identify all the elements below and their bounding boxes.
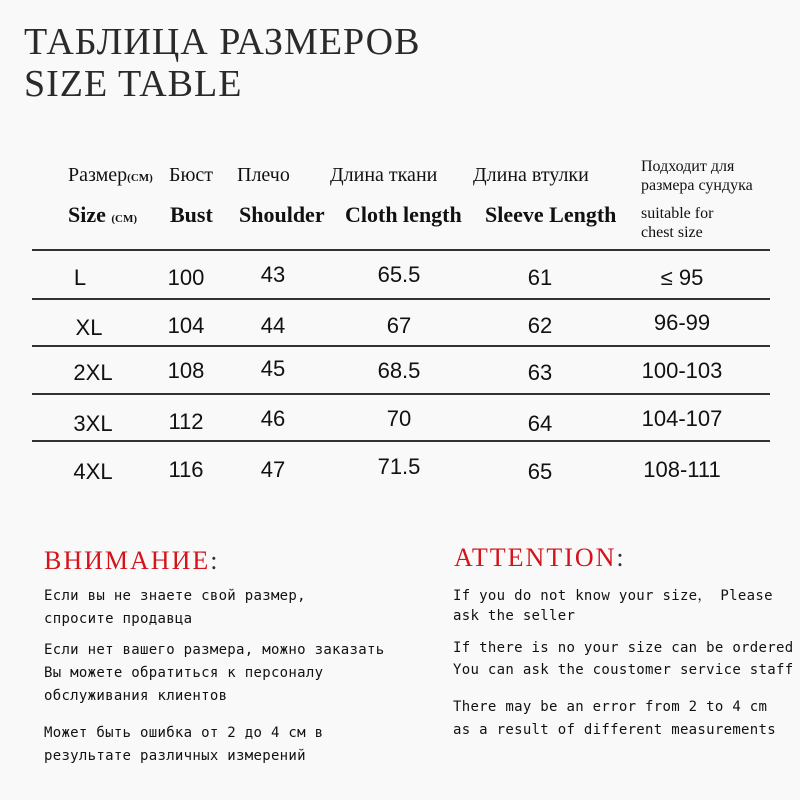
header-en-sleeve-length: Sleeve Length [485, 202, 617, 227]
cell-chest: ≤ 95 [660, 265, 704, 290]
attention-ru-title-text: ВНИМАНИЕ [44, 546, 211, 575]
table-rule [32, 345, 770, 347]
cell-cloth-length: 71.5 [377, 454, 421, 479]
header-ru-size-text: Размер [68, 164, 128, 186]
cell-chest: 100-103 [641, 358, 723, 383]
cell-chest: 108-111 [643, 457, 721, 482]
cell-size: 4XL [73, 459, 113, 484]
cell-bust: 112 [168, 409, 204, 434]
table-rule [32, 249, 770, 251]
attention-ru-colon: : [210, 546, 220, 575]
attention-ru-line: обслуживания клиентов [44, 688, 228, 704]
header-en-shoulder: Shoulder [239, 202, 325, 227]
cell-sleeve-length: 64 [527, 411, 553, 436]
cell-cloth-length: 70 [386, 406, 412, 431]
header-ru-bust: Бюст [169, 164, 214, 186]
attention-en-line: If you do not know your size， Please [453, 588, 773, 604]
attention-ru-line: результате различных измерений [44, 748, 306, 764]
attention-en-line: ask the seller [453, 608, 576, 624]
attention-ru-line: Если вы не знаете свой размер, [44, 588, 306, 604]
table-rule [32, 298, 770, 300]
attention-en-colon: : [616, 543, 626, 572]
attention-ru-line: Вы можете обратиться к персоналу [44, 665, 324, 681]
cell-sleeve-length: 61 [527, 265, 553, 290]
attention-ru-line: спросите продавца [44, 611, 193, 627]
header-ru-cloth-length: Длина ткани [330, 164, 438, 186]
table-rule [32, 440, 770, 442]
cell-bust: 100 [167, 265, 205, 290]
page-title-ru: ТАБЛИЦА РАЗМЕРОВ [24, 21, 421, 63]
header-ru-suitable-line1: Подходит для [641, 158, 735, 175]
cell-cloth-length: 67 [386, 313, 412, 338]
header-en-suitable-line2: chest size [641, 224, 703, 241]
header-en-size-text: Size [68, 202, 106, 227]
attention-ru-line: Если нет вашего размера, можно заказать [44, 642, 385, 658]
cell-chest: 96-99 [653, 310, 711, 335]
attention-en-line: as a result of different measurements [453, 722, 776, 738]
cell-cloth-length: 68.5 [377, 358, 421, 383]
header-ru-suitable [641, 157, 753, 195]
cell-cloth-length: 65.5 [377, 262, 421, 287]
cell-size: 2XL [73, 360, 113, 385]
attention-en-line: If there is no your size can be ordered [453, 640, 794, 656]
cell-sleeve-length: 62 [527, 313, 553, 338]
attention-en-title-text: ATTENTION [454, 543, 617, 572]
attention-en-line: You can ask the coustomer service staff [453, 662, 794, 678]
cell-size: 3XL [73, 411, 113, 436]
header-ru-size [68, 164, 153, 187]
cell-bust: 108 [167, 358, 205, 383]
cell-bust: 116 [168, 457, 204, 482]
cell-size: L [73, 265, 87, 290]
header-ru-sleeve-length: Длина втулки [473, 164, 589, 186]
header-ru-shoulder: Плечо [237, 164, 290, 186]
header-en-size-unit: (CM) [111, 213, 138, 225]
attention-en-title [454, 543, 626, 573]
cell-bust: 104 [167, 313, 205, 338]
cell-shoulder: 45 [260, 356, 286, 381]
cell-shoulder: 44 [260, 313, 286, 338]
cell-size: XL [75, 315, 103, 340]
header-ru-size-unit: (CM) [127, 172, 153, 184]
page-title-en: SIZE TABLE [24, 63, 243, 105]
cell-shoulder: 47 [260, 457, 286, 482]
cell-sleeve-length: 65 [527, 459, 553, 484]
header-en-bust: Bust [170, 202, 213, 227]
cell-chest: 104-107 [641, 406, 723, 431]
header-en-suitable-line1: suitable for [641, 205, 714, 222]
cell-shoulder: 46 [260, 406, 286, 431]
header-en-size [68, 202, 137, 228]
header-ru-suitable-line2: размера сундука [641, 177, 753, 194]
cell-shoulder: 43 [260, 262, 286, 287]
header-en-suitable [641, 204, 713, 242]
attention-ru-line: Может быть ошибка от 2 до 4 см в [44, 725, 324, 741]
attention-en-line: There may be an error from 2 to 4 cm [453, 699, 768, 715]
header-en-cloth-length: Cloth length [345, 202, 462, 227]
attention-ru-title [44, 546, 219, 576]
cell-sleeve-length: 63 [527, 360, 553, 385]
table-rule [32, 393, 770, 395]
